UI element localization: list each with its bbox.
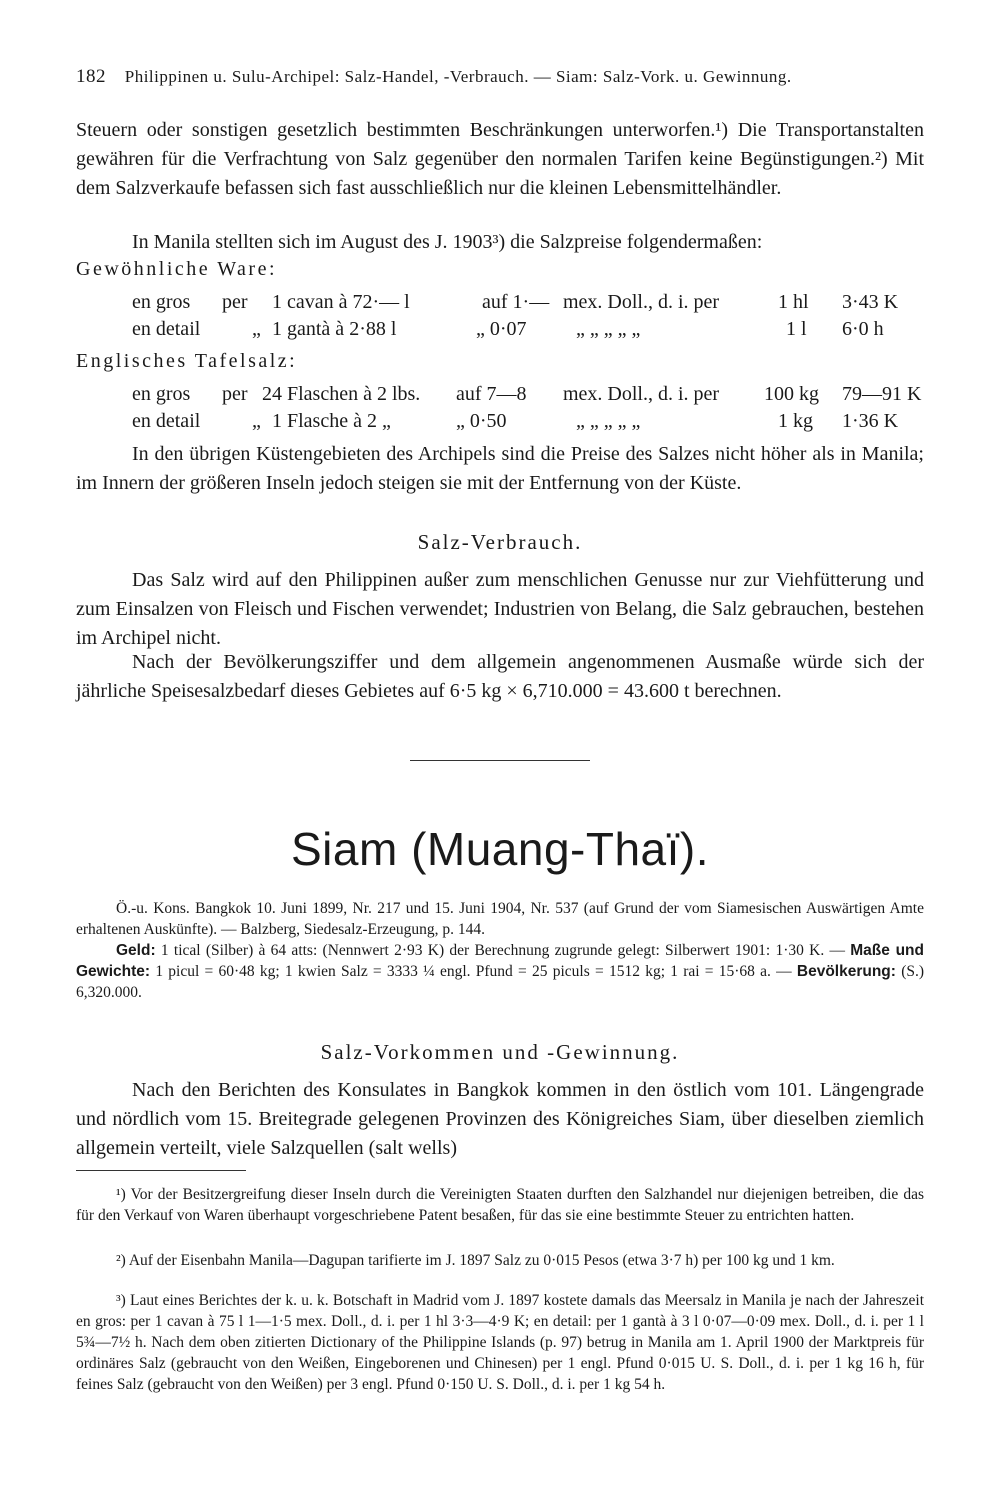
price-cell: en detail	[132, 410, 201, 432]
price-cell: en gros	[132, 383, 191, 405]
footnote-1: ¹) Vor der Besitzergreifung dieser Inseln durch die Vereinigten Staaten durften den Salzhandel nur diejenigen betreiben, die das für den Verkauf von Waren überhaupt vorgeschriebene Patent besaßen, für das sie eine bestimmte Steuer zu entrichten hatten.	[76, 1186, 924, 1224]
page-title: Siam (Muang-Thaï).	[290, 823, 709, 875]
running-header	[76, 66, 924, 92]
price-cell: per	[222, 383, 248, 405]
manila-intro: In Manila stellten sich im August des J. 1903³) die Salzpreise folgendermaßen:	[132, 231, 763, 253]
price-row	[76, 291, 924, 319]
price-row	[76, 410, 924, 438]
geld-label: Geld:	[116, 942, 156, 959]
bevoelkerung-text: (S.) 6,320.000.	[76, 963, 925, 1001]
price-cell: auf 1·—	[482, 291, 550, 313]
footnote-2: ²) Auf der Eisenbahn Manila—Dagupan tarifierte im J. 1897 Salz zu 0·015 Pesos (etwa 3·7 h) per 100 kg und 1 km.	[116, 1252, 835, 1269]
masse-text: 1 picul = 60·48 kg; 1 kwien Salz = 3333 ¼ engl. Pfund = 25 piculs = 1512 kg; 1 rai = 15·68 a. —	[155, 963, 792, 980]
price-cell: 3·43 K	[842, 291, 899, 313]
price-group-label-ordinary: Gewöhnliche Ware:	[76, 258, 278, 280]
page-number: 182	[76, 66, 106, 87]
price-cell: „ 0·50	[456, 410, 507, 432]
price-cell: per	[222, 291, 248, 313]
price-cell: 1 kg	[778, 410, 813, 432]
verbrauch-paragraph-2: Nach der Bevölkerungsziffer und dem allgemein angenommenen Ausmaße würde sich der jährliche Speisesalzbedarf dieses Gebietes auf 6·5 kg × 6,710.000 = 43.600 t berechnen.	[76, 651, 924, 702]
price-cell: 1 cavan à 72·— l	[272, 291, 410, 313]
price-cell: „	[252, 410, 261, 432]
price-cell: „ 0·07	[476, 318, 527, 340]
price-cell: 79—91 K	[842, 383, 922, 405]
price-group-label-table-salt: Englisches Tafelsalz:	[76, 350, 298, 372]
price-cell: auf 7—8	[456, 383, 527, 405]
price-cell: en detail	[132, 318, 201, 340]
price-row	[76, 318, 924, 346]
price-cell: mex. Doll., d. i. per	[563, 291, 720, 313]
masse-label: Maße und Gewichte:	[76, 942, 924, 980]
coast-paragraph: In den übrigen Küstengebieten des Archipels sind die Preise des Salzes nicht höher als in Manila; im Innern der größeren Inseln jedoch steigen sie mit der Entfernung von der Küste.	[76, 443, 924, 494]
geld-text: 1 tical (Silber) à 64 atts: (Nennwert 2·93 K) der Berechnung zugrunde gelegt: Silberwert 1901: 1·30 K. —	[160, 942, 845, 959]
price-cell: 6·0 h	[842, 318, 884, 340]
price-row	[76, 383, 924, 411]
siam-facts	[76, 940, 924, 1003]
vorkommen-paragraph: Nach den Berichten des Konsulates in Bangkok kommen in den östlich vom 101. Längengrade und nördlich vom 15. Breitegrade gelegenen Provinzen des Königreiches Siam, über dieselben ziemlich allgemein verteilt, viele Salzquellen (salt wells)	[76, 1079, 924, 1159]
siam-sources: Ö.-u. Kons. Bangkok 10. Juni 1899, Nr. 217 und 15. Juni 1904, Nr. 537 (auf Grund der vom Siamesischen Auswärtigen Amte erhaltenen Auskünfte). — Balzberg, Siedesalz-Erzeugung, p. 144.	[76, 900, 924, 938]
price-cell: 1 gantà à 2·88 l	[272, 318, 397, 340]
footnote-rule	[76, 1170, 246, 1171]
price-cell: „ „ „ „ „	[576, 410, 641, 432]
section-heading-vorkommen: Salz-Vorkommen und -Gewinnung.	[320, 1040, 680, 1064]
price-cell: 1 hl	[778, 291, 809, 313]
intro-paragraph: Steuern oder sonstigen gesetzlich bestimmten Beschränkungen unterworfen.¹) Die Transportanstalten gewähren für die Verfrachtung von Salz gegenüber den normalen Tarifen keine Begünstigungen.²) Mit dem Salzverkaufe befassen sich fast ausschließlich nur die kleinen Lebensmittelhändler.	[76, 119, 924, 199]
price-cell: 24 Flaschen à 2 lbs.	[262, 383, 421, 405]
running-title: Philippinen u. Sulu-Archipel: Salz-Handel, -Verbrauch. — Siam: Salz-Vork. u. Gewinnung.	[124, 67, 792, 86]
price-cell: 1 l	[786, 318, 807, 340]
price-cell: mex. Doll., d. i. per	[563, 383, 720, 405]
bevoelkerung-label: Bevölkerung:	[796, 963, 896, 980]
price-cell: „ „ „ „ „	[576, 318, 641, 340]
price-cell: 100 kg	[764, 383, 819, 405]
section-heading-verbrauch: Salz-Verbrauch.	[417, 530, 583, 554]
price-cell: 1 Flasche à 2 „	[272, 410, 391, 432]
footnote-3: ³) Laut eines Berichtes der k. u. k. Botschaft in Madrid vom J. 1897 kostete damals das Meersalz in Manila je nach der Jahreszeit en gros: per 1 cavan à 75 l 1—1·5 mex. Doll., d. i. per 1 hl 3·3—4·9 K; en detail: per 1 gantà à 3 l 0·07—0·09 mex. Doll., d. i. per 1 l 5¾—7½ h. Nach dem oben zitierten Dictionary of the Philippine Islands (p. 97) betrug in Manila am 1. April 1900 der Marktpreis für ordinäres Salz (gebraucht von den Weißen, Eingeborenen und Chinesen) per 1 engl. Pfund 0·015 U. S. Doll., d. i. per 1 kg 16 h, für feines Salz (gebraucht von den Weißen) per 3 engl. Pfund 0·150 U. S. Doll., d. i. per 1 kg 54 h.	[76, 1292, 924, 1393]
price-cell: „	[252, 318, 261, 340]
section-divider	[410, 760, 590, 761]
verbrauch-paragraph-1: Das Salz wird auf den Philippinen außer zum menschlichen Genusse nur zur Viehfütterung und zum Einsalzen von Fleisch und Fischen verwendet; Industrien von Belang, die Salz gebrauchen, bestehen im Archipel nicht.	[76, 569, 924, 649]
price-cell: 1·36 K	[842, 410, 899, 432]
price-cell: en gros	[132, 291, 191, 313]
